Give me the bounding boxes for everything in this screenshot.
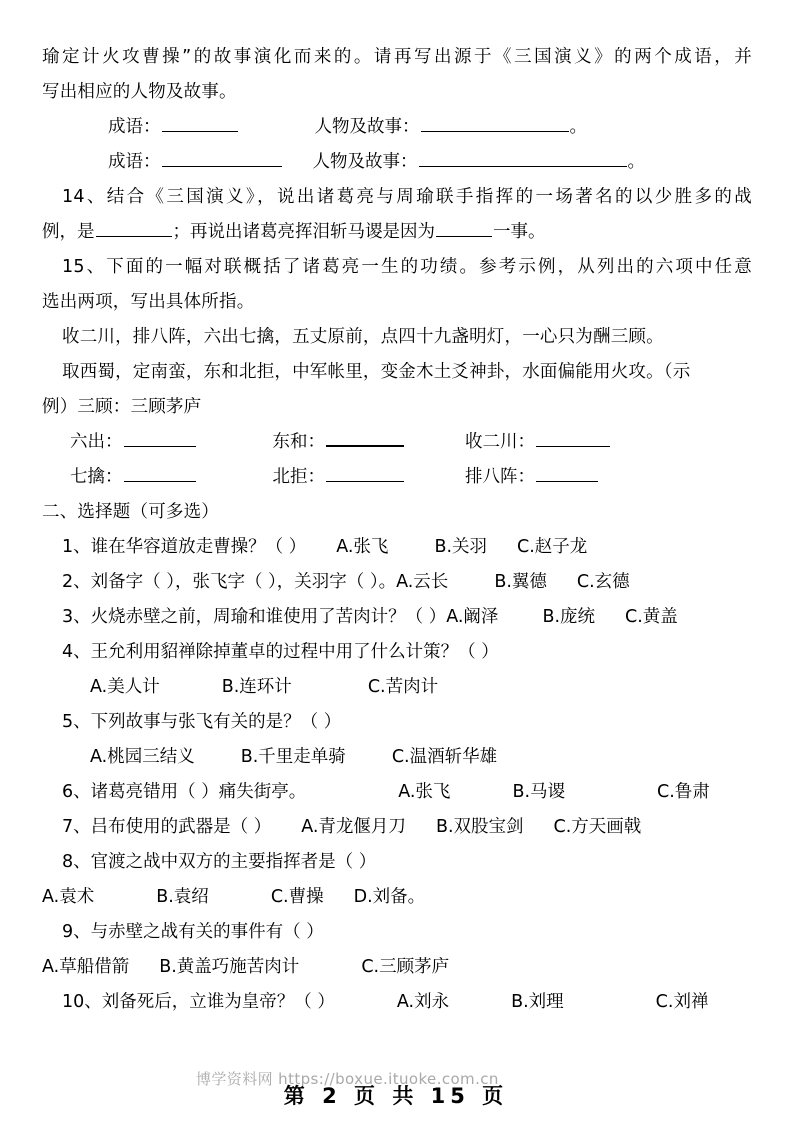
- couplet-label-shouerchuan: 收二川：: [465, 432, 535, 452]
- question-7-stem: 7、吕布使用的武器是（ ）: [62, 817, 272, 837]
- question-6: [42, 775, 752, 810]
- question-5: [42, 705, 752, 740]
- couplet-upper: 收二川，排八阵，六出七擒，五丈原前，点四十九盏明灯，一心只为酬三顾。: [62, 327, 664, 347]
- question-4-option-a[interactable]: A.美人计: [90, 677, 160, 697]
- question-14-line-2: [42, 215, 752, 250]
- question-8-option-c[interactable]: C.曹操: [270, 887, 324, 907]
- question-4: [42, 635, 752, 670]
- page-number-footer: 第 2 页 共 15 页: [283, 1084, 509, 1108]
- couplet-label-beiju: 北拒：: [272, 467, 325, 487]
- fill-row-1: [42, 110, 752, 145]
- question-4-options: [42, 670, 752, 705]
- question-5-stem: 5、下列故事与张飞有关的是？（ ）: [62, 712, 342, 732]
- question-6-option-a[interactable]: A.张飞: [398, 782, 451, 802]
- question-14-blank-1[interactable]: [96, 219, 172, 237]
- question-4-stem: 4、王允利用貂禅除掉董卓的过程中用了什么计策？（ ）: [62, 642, 499, 662]
- question-14-seg-c: 一事。: [493, 222, 546, 242]
- question-9-options: [42, 950, 752, 985]
- question-1: [42, 530, 752, 565]
- intro-line-2: 写出相应的人物及故事。: [42, 82, 237, 102]
- question-9-option-b[interactable]: B.黄盖巧施苦肉计: [159, 957, 300, 977]
- question-10-stem: 10、刘备死后，立谁为皇帝？（ ）: [62, 992, 335, 1012]
- question-8-stem: 8、官渡之战中双方的主要指挥者是（ ）: [62, 852, 377, 872]
- fill-row-2-blank-chengyu[interactable]: [162, 149, 282, 167]
- question-1-option-b[interactable]: B.关羽: [434, 537, 488, 557]
- question-8-option-b[interactable]: B.袁绍: [156, 887, 209, 907]
- question-3-stem: 3、火烧赤壁之前，周瑜和谁使用了苦肉计？（ ）: [62, 607, 447, 627]
- question-14-line-1: 14、结合《三国演义》，说出诸葛亮与周瑜联手指挥的一场著名的以少胜多的战: [62, 187, 752, 207]
- question-5-option-a[interactable]: A.桃园三结义: [90, 747, 195, 767]
- question-9-option-c[interactable]: C.三顾茅庐: [361, 957, 450, 977]
- question-3-option-a[interactable]: A.阚泽: [446, 607, 499, 627]
- question-9-stem: 9、与赤壁之战有关的事件有（ ）: [62, 922, 324, 942]
- question-7: [42, 810, 752, 845]
- couplet-label-liuchu: 六出：: [70, 432, 123, 452]
- couplet-blank-shouerchuan[interactable]: [536, 429, 610, 447]
- question-7-option-a[interactable]: A.青龙偃月刀: [301, 817, 406, 837]
- question-4-option-c[interactable]: C.苦肉计: [367, 677, 439, 697]
- couplet-blanks-row-2: [42, 460, 752, 495]
- question-15-line-1: 15、下面的一幅对联概括了诸葛亮一生的功绩。参考示例，从列出的六项中任意: [62, 257, 752, 277]
- couplet-example: 例）三顾：三顾茅庐: [42, 397, 202, 417]
- fill-row-1-tail: 。: [569, 117, 587, 137]
- question-5-option-b[interactable]: B.千里走单骑: [240, 747, 346, 767]
- question-6-option-c[interactable]: C.鲁肃: [657, 782, 710, 802]
- question-15-line-2: 选出两项，写出具体所指。: [42, 292, 255, 312]
- question-8-option-a[interactable]: A.袁术: [42, 887, 95, 907]
- fill-row-2-tail: 。: [627, 152, 645, 172]
- question-1-option-a[interactable]: A.张飞: [336, 537, 389, 557]
- question-9: [42, 915, 752, 950]
- question-1-stem: 1、谁在华容道放走曹操？（ ）: [62, 537, 307, 557]
- question-3: [42, 600, 752, 635]
- question-7-option-c[interactable]: C.方天画戟: [553, 817, 642, 837]
- question-10-option-b[interactable]: B.刘理: [511, 992, 564, 1012]
- fill-row-1-blank-chengyu[interactable]: [162, 114, 238, 132]
- question-3-option-b[interactable]: B.庞统: [542, 607, 596, 627]
- couplet-blank-beiju[interactable]: [326, 464, 404, 482]
- couplet-blanks-row-1: [42, 425, 752, 460]
- couplet-blank-qiqin[interactable]: [124, 464, 196, 482]
- question-6-stem: 6、诸葛亮错用（ ）痛失街亭。: [62, 782, 307, 802]
- question-6-option-b[interactable]: B.马谡: [512, 782, 566, 802]
- couplet-blank-liuchu[interactable]: [124, 429, 196, 447]
- site-watermark: 博学资料网 https://boxue.ituoke.com.cn: [196, 1070, 499, 1088]
- question-8-options: [42, 880, 752, 915]
- fill-row-2-blank-renwu[interactable]: [419, 149, 627, 167]
- couplet-label-donghe: 东和：: [272, 432, 325, 452]
- page-content: [42, 40, 752, 1020]
- question-9-option-a[interactable]: A.草船借箭: [42, 957, 130, 977]
- question-2-stem: 2、刘备字（ ），张飞字（ ），关羽字（ ）。: [62, 572, 397, 592]
- question-14-seg-b: ；再说出诸葛亮挥泪斩马谡是因为: [172, 222, 435, 242]
- question-10-option-c[interactable]: C.刘禅: [655, 992, 709, 1012]
- question-2: [42, 565, 752, 600]
- fill-row-2-label-renwu: 人物及故事：: [312, 152, 418, 172]
- question-3-option-c[interactable]: C.黄盖: [625, 607, 678, 627]
- fill-row-1-blank-renwu[interactable]: [421, 114, 569, 132]
- question-14-seg-a: 例，是: [42, 222, 95, 242]
- question-4-option-b[interactable]: B.连环计: [221, 677, 292, 697]
- couplet-blank-donghe[interactable]: [326, 428, 404, 447]
- couplet-label-qiqin: 七擒：: [70, 467, 123, 487]
- fill-row-2: [42, 145, 752, 180]
- question-8: [42, 845, 752, 880]
- question-1-option-c[interactable]: C.赵子龙: [517, 537, 588, 557]
- fill-row-2-label-chengyu: 成语：: [108, 152, 161, 172]
- intro-line-1: 瑜定计火攻曹操”的故事演化而来的。请再写出源于《三国演义》的两个成语，并: [42, 47, 752, 67]
- fill-row-1-label-renwu: 人物及故事：: [314, 117, 420, 137]
- section-2-title: 二、选择题（可多选）: [42, 502, 219, 522]
- question-2-option-a[interactable]: A.云长: [396, 572, 449, 592]
- question-10-option-a[interactable]: A.刘永: [396, 992, 450, 1012]
- question-5-option-c[interactable]: C.温酒斩华雄: [391, 747, 498, 767]
- couplet-blank-paibazhen[interactable]: [536, 464, 598, 482]
- question-14-blank-2[interactable]: [436, 219, 492, 237]
- fill-row-1-label-chengyu: 成语：: [108, 117, 161, 137]
- question-2-option-b[interactable]: B.翼德: [494, 572, 547, 592]
- couplet-label-paibazhen: 排八阵：: [465, 467, 535, 487]
- question-8-option-d[interactable]: D.刘备。: [353, 887, 426, 907]
- question-2-option-c[interactable]: C.玄德: [576, 572, 630, 592]
- couplet-lower: 取西蜀，定南蛮，东和北拒，中军帐里，变金木土爻神卦，水面偏能用火攻。（示: [62, 362, 691, 382]
- question-10: [42, 985, 752, 1020]
- question-5-options: [42, 740, 752, 775]
- question-7-option-b[interactable]: B.双股宝剑: [435, 817, 524, 837]
